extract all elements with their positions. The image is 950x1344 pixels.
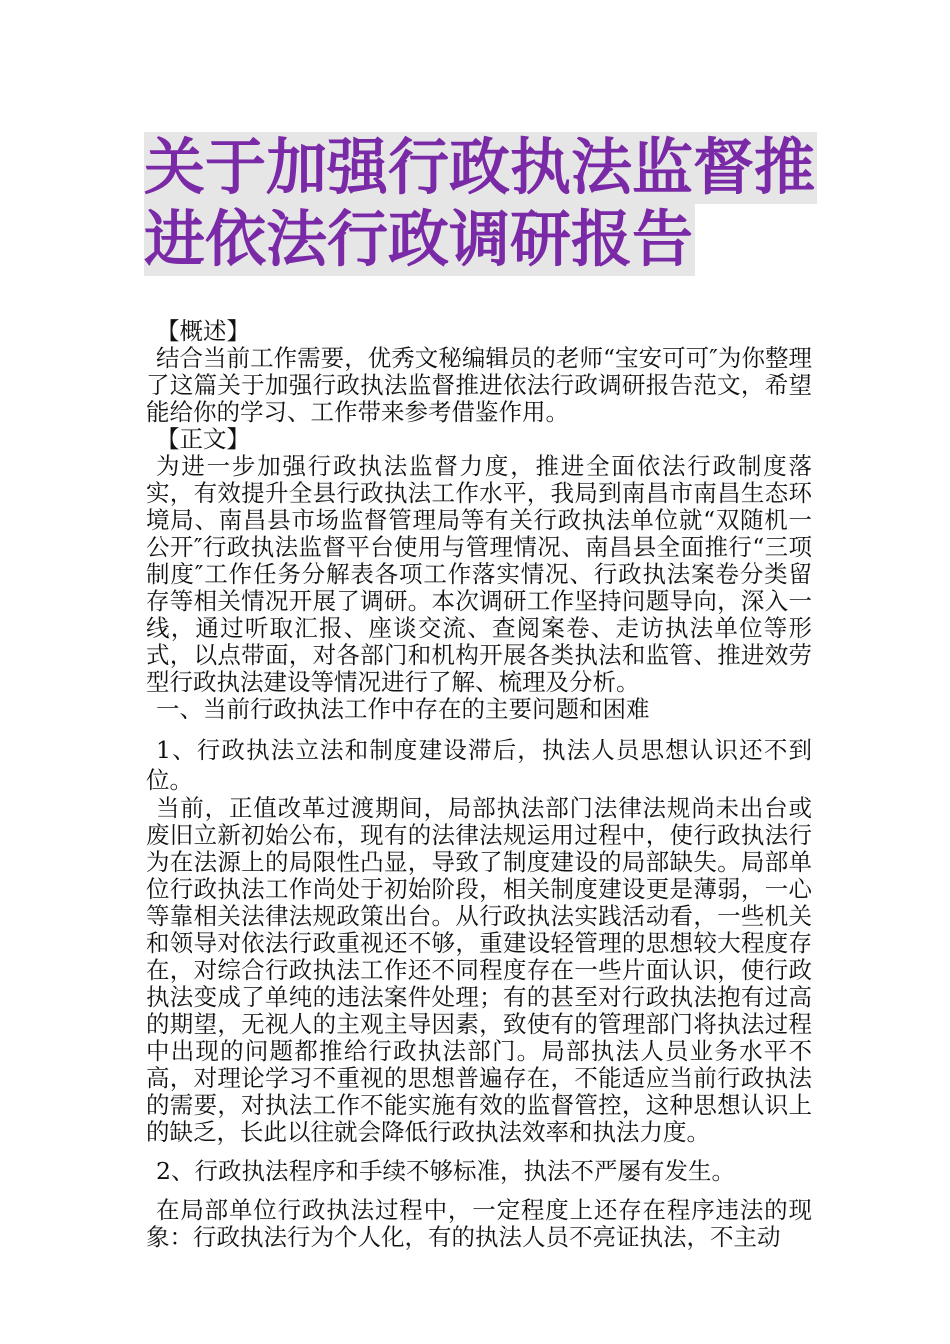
body-label: 【正文】 — [156, 425, 250, 453]
paragraph-2: 在局部单位行政执法过程中，一定程度上还存在程序违法的现象：行政执法行为个人化，有的执法人员不亮证执法，不主动 — [146, 1196, 812, 1251]
subheading-1: 1、行政执法立法和制度建设滞后，执法人员思想认识还不到位。 — [146, 736, 812, 794]
section-heading-1: 一、当前行政执法工作中存在的主要问题和困难 — [156, 695, 650, 723]
title-line-2: 进依法行政调研报告 — [144, 204, 694, 275]
title-line-1: 关于加强行政执法监督推 — [144, 132, 816, 203]
intro-paragraph: 为进一步加强行政执法监督力度，推进全面依法行政制度落实，有效提升全县行政执法工作水平，我局到南昌市南昌生态环境局、南昌县市场监督管理局等有关行政执法单位就“双随机一公开″行政执法监督平台使用与管理情况、南昌县全面推行“三项制度″工作任务分解表各项工作落实情况、行政执法案卷分类留存等相关情况开展了调研。本次调研工作坚持问题导向，深入一线，通过听取汇报、座谈交流、查阅案卷、走访执法单位等形式，以点带面，对各部门和机构开展各类执法和监管、推进效劳型行政执法建设等情况进行了解、梳理及分析。 — [146, 452, 812, 696]
document-body — [146, 318, 812, 1251]
overview-paragraph: 结合当前工作需要，优秀文秘编辑员的老师“宝安可可″为你整理了这篇关于加强行政执法监督推进依法行政调研报告范文，希望能给你的学习、工作带来参考借鉴作用。 — [146, 344, 812, 426]
paragraph-1: 当前，正值改革过渡期间，局部执法部门法律法规尚未出台或废旧立新初始公布，现有的法律法规运用过程中，使行政执法行为在法源上的局限性凸显，导致了制度建设的局部缺失。局部单位行政执法工作尚处于初始阶段，相关制度建设更是薄弱，一心等靠相关法律法规政策出台。从行政执法实践活动看，一些机关和领导对依法行政重视还不够，重建设轻管理的思想较大程度存在，对综合行政执法工作还不同程度存在一些片面认识，使行政执法变成了单纯的违法案件处理；有的甚至对行政执法抱有过高的期望，无视人的主观主导因素，致使有的管理部门将执法过程中出现的问题都推给行政执法部门。局部执法人员业务水平不高，对理论学习不重视的思想普遍存在，不能适应当前行政执法的需要，对执法工作不能实施有效的监督管控，这种思想认识上的缺乏，长此以往就会降低行政执法效率和执法力度。 — [146, 794, 812, 1146]
overview-label: 【概述】 — [156, 317, 250, 345]
document-title — [144, 132, 824, 276]
subheading-2: 2、行政执法程序和手续不够标准，执法不严屡有发生。 — [156, 1157, 735, 1185]
